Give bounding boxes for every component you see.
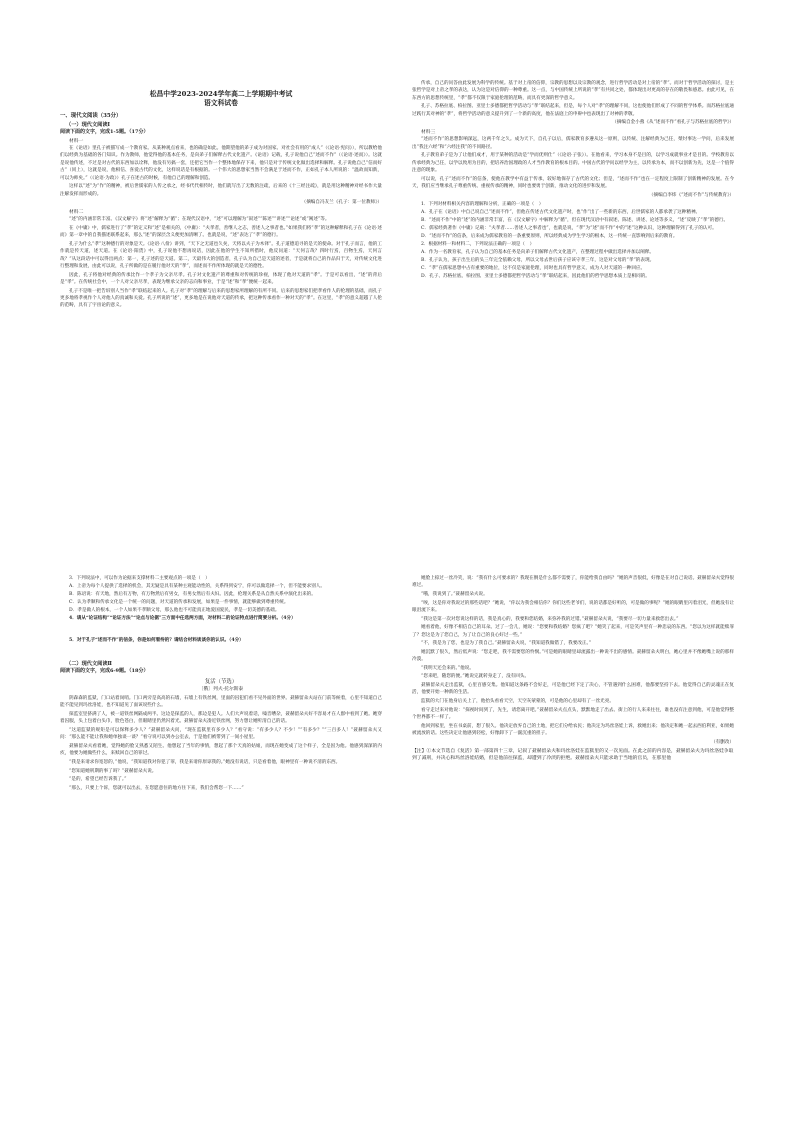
option-a: A．孔子在《论语》中自己说自己“述而不作”，但他在传述古代文化遗产时，也“作”出了一些新的东西，后世儒家的人都承袭了这种精神。 <box>421 210 701 216</box>
paragraph: 监狱的大门在他身后关上了，他抬头看看天空，天空灰蒙蒙的，可是他的心里却有了一丝光亮。 <box>421 698 614 704</box>
story-text-right <box>412 575 734 737</box>
bottom-left-column <box>60 575 382 793</box>
material2-source: （摘编自金小燕《从“述而不作”看孔子与苏格拉底的哲学》） <box>612 120 734 126</box>
option-d: D．孝是做人的根本，一个人如果不孝顺父母，那么他也不可能真正地爱国爱民，孝是一切美德的基础。 <box>69 608 280 613</box>
option-b: B．“述而不作”中的“述”的内涵非常丰富，在《汉文解字》中解释为“循”，但在现代汉语中有叙述、陈述、讲述、论述等多义，“述”反映了“孝”的德行。 <box>421 218 729 224</box>
paragraph: “我是来请求你宽恕的，”他说，“我知道我对你犯了罪，我是来请你原谅我的。”她没有说话，只是看着他，眼神里有一种说不清的东西。 <box>69 760 341 765</box>
top-right-column <box>412 80 734 281</box>
question-1 <box>412 201 734 240</box>
option-c: C．“孝”在儒家思想中占有重要的地位，这不仅是家庭伦理，同时也具有哲学意义，成为人对天道的一种回应。 <box>421 266 646 272</box>
paragraph: “您来吧，随您的便。”她说完就转身走了，没有回头。 <box>421 674 530 680</box>
paragraph: “唉，这是你对我说过的那些话吧？”她说，“你以为我会相信你？你们这些老爷们，说的话都是好听的，可是做的事呢？”她的眼睛里闪着泪光，但她没有让眼泪流下来。 <box>412 600 734 613</box>
question-stem: 2．根据材料一和材料二，下列说法正确的一项是（ ） <box>421 242 535 248</box>
top-left-column <box>60 80 382 311</box>
paragraph: 传承，自己的问答由此发展为科学的传统。基于对上帝的信仰，宗教的思想以及宗教的观念，进行哲学活动是对上帝的“孝”。而对于哲学活动的探讨，是主张哲学是对上帝之孝的表达，认为这是对信仰的一种尊重。这一点，与中国传统上所说的“孝”有共同之处，都体现出对更高的存在的敬畏和感恩。由此可见，在东西方的思想传统里，“孝”都不仅限于家庭伦理的范畴，而具有更深的哲学意义。 <box>412 81 734 101</box>
paragraph: 聂赫留朵夫走出监狱，心里百感交集。他知道这条路不会好走，可是他已经下定了决心，不管遇到什么困难，他都要坚持下去。他觉得自己的灵魂正在复活，他要开始一种新的生活。 <box>412 682 734 696</box>
material3-text <box>412 136 734 190</box>
option-d: D．“述而不作”的信条，后来成为儒家教育的一条重要原则，所以经典成为学生学习的根本，这一传统一直影响到后来的教育。 <box>421 234 678 240</box>
section1-sub1: （一）现代文阅读Ⅰ <box>66 122 110 128</box>
paragraph: “哦，我说到了。”聂赫留朵夫说。 <box>421 592 488 597</box>
paragraph: “述”的内涵非常丰富。《汉文解字》将“述”解释为“循”；在现代汉语中，“述”可以理解为“叙述”“陈述”“讲述”“论述”或“阐述”等。 <box>69 217 330 223</box>
question-2 <box>412 241 734 280</box>
option-a: A．上帝为每个人提供了选择的机会，其无疑是具有某种主观能动性的，关系得到安宁，你可以做选择一个，但不能要求别人。 <box>69 584 325 589</box>
paragraph: 因此，孔子将他对经典的传承比作一个孝子为父亲尽孝。孔子对文化遗产的尊重和对传统的珍视，体现了他对天道的“孝”。于是可以看出，“述”的背后是“孝”。在传统社会中，一个人对父亲尽孝，表现为继承父亲的志向和事业，于是“述”和“孝”便统一起来。 <box>60 272 382 285</box>
paragraph: 她沉默了很久，然后低声说：“您走吧，我不需要您的怜悯。”可是她的眼睛里却流露出一种说不出的感情。聂赫留朵夫明白，她心里并不像她嘴上说的那样冷漠。 <box>412 649 734 663</box>
material3-label: 材料三 <box>421 129 436 135</box>
paragraph: 探监室里挤满了人，被一道铁丝网隔成两半。这边是探监的人，那边是犯人。人们大声说着话，嗓音嘈杂，聂赫留朵夫好不容易才在人群中看到了她。她穿着囚服，头上包着白头巾，脸色苍白，但眼睛里仍然闪着光。聂赫留朵夫凑近铁丝网，努力想让她听清自己的话。 <box>60 712 382 725</box>
paragraph: 在《中庸》中，儒家进行了“孝”的定义和“述”是相关的，《中庸》：“夫孝者，善继人之志，善述人之事者也。”如果我们将“孝”的这种解释和孔子在《论语·述而》第一章中的自我描述联系起来，那么“述”的深层含义便更加清晰了。也就是说，“述”表达了“孝”的德行。 <box>60 225 382 239</box>
material2-label: 材料二 <box>69 209 84 215</box>
paragraph: 孔子、苏格拉底、柏拉图、亚里士多德都把哲学活动与“孝”联结起来，但是，每个人对“孝”的理解不同，这也使他们形成了不同的哲学体系。而苏格拉底通过践行其对神的“孝”，将哲学活动的意义提升到了一个新的高度，他在法庭上的申辩中也表现出了对神的孝敬。 <box>412 104 734 117</box>
paragraph: 她脸上掠过一丝冷笑，说：“我有什么可要求的？我现在倒是什么都不需要了，你能给我自由吗？”她的声音很低，好像是在对自己说话。聂赫留朵夫觉得很难过。 <box>412 576 734 589</box>
exam-title: 松昌中学2023-2024学年高二上学期期中考试 <box>149 90 293 98</box>
paragraph: “这道监狱的规矩是可以保释多少人？”聂赫留朵夫问，“现在监狱里有多少人？”看守说：“有多少人？不少！”“有多少？”“三百多人！”聂赫留朵夫又问：“那么能不能让我和她单独谈一谈？”看守说可以到办公室去，于是他们被带到了一间小屋里。 <box>60 728 382 741</box>
section2-instruction: 阅读下面的文字，完成6-9题。（18分） <box>60 668 149 674</box>
paragraph: “是的，希望已经告诉我了。” <box>69 777 127 783</box>
section1-heading: 一、现代文阅读（35分） <box>60 113 122 119</box>
story-text-left <box>60 695 382 792</box>
section1-instruction: 阅读下面的文字，完成1-5题。（17分） <box>60 129 149 135</box>
paragraph: “您知道她刑期的事了吗？”聂赫留朵夫说。 <box>69 768 157 774</box>
material2-text <box>60 216 382 310</box>
footnote: 【注】①本文节选自《复活》第一部第四十三章，记叙了聂赫留朵夫和玛丝洛娃在监狱里的又一次见面。在此之前的内容是，聂赫留朵夫为玛丝洛娃争取到了减刑，并决心和玛丝洛娃结婚，但是他前往探监，却遭到了冷淡的拒绝。聂赫留朵夫只能求助于当地的官员，在那里他 <box>412 748 734 762</box>
material1-label: 材料一 <box>69 138 84 144</box>
option-b: B．孔子认为，孩子出生后的头三年完全依赖父母，所以父母去世后孩子应该守孝三年，这是对父母的“孝”的表现。 <box>421 258 655 264</box>
option-c: C．儒家经典著作《中庸》记载：“夫孝者……善述人之事者也”，也就是说，“孝”为“述”而不作”中的“述”这种认识，这种理解得到了孔子的认可。 <box>421 226 717 232</box>
section1-sub2: （二）现代文阅读Ⅱ <box>66 661 112 667</box>
option-c: C．认为孝顺和传承文化是一个统一的问题，对天道的传承和发展，如果是一件事情，就能够做到尊重传统。 <box>69 600 289 605</box>
question-4: 4．请从“论证结构”“论证方法”“论点与论据”三方面中任选两方面，对材料二的论证特点进行简要分析。（4分） <box>69 616 296 621</box>
paragraph: 阴森森的监狱，门口站着岗哨。门口两旁是高高的石墙，石墙上有铁丝网，里面的囚犯们看不见外面的世界。聂赫留朵夫站在门前等候着，心里不知道自己能不能见到玛丝洛娃，也不知道见了面该说些什么。 <box>60 696 382 709</box>
option-b: B．陈语说：有天地，然后有万物，有万物然后有男女，有男女然后有夫妇。因此，伦理关系是从自然关系中演化出来的。 <box>69 592 316 597</box>
paragraph: “不，我是为了您，也是为了我自己。”聂赫留朵夫说，“我知道我做错了，我要改正。” <box>421 641 592 647</box>
answer-space <box>60 645 382 659</box>
answer-space <box>60 623 382 637</box>
paragraph: 她看着他，好像不相信自己的耳朵。过了一会儿，她说：“您要和我结婚？您疯了吧？”她笑了起来，可是笑声里有一种悲哀的东西。“您以为这样就能赎罪了？您这是为了您自己，为了让自己的良心好过一些。” <box>412 625 734 638</box>
option-d: D．孔子、苏格拉底、柏拉图、亚里士多德都把哲学活动与“孝”联结起来，因此他们的哲学思想本质上是相同的。 <box>421 274 650 280</box>
question-5: 5．对于孔子“述而不作”的信条，你是如何看待的？请结合材料谈谈你的认识。（4分） <box>69 638 244 643</box>
bottom-sheet <box>60 575 734 1055</box>
material2-continued <box>412 80 734 118</box>
paragraph: 孔子教育弟子是为了让他们成才，用于某种的活动是“学而优则仕”（《论语·子张》）。在他看来，学习本身不是目的，以学习成就事业才是目的。学校教育以传承经典为己任，以学以致用为目的，把培养治国理政的人才当作教育的根本目的。中国古代的学问以经学为主，以传承为本，而不以创新为先，这是一个值得注意的现象。 <box>412 153 734 174</box>
paragraph: “那么，只要上个诉，您就可以出去，在您愿意住的地方住下来，我们会帮您一下……” <box>69 785 244 791</box>
option-a: A．作为一名教育家，孔子认为自己的基本任务是向弟子们解释古代文化遗产，在整理过程中做出选择并加以阐释。 <box>421 250 655 256</box>
question-stem: 3．下列说法中，可以作为论据来支撑材料二主要观点的一项是（ ） <box>69 576 210 581</box>
paragraph: 聂赫留朵夫看着她，觉得她的脸又熟悉又陌生。他想起了当年的事情，想起了那个天真的姑娘，而现在她变成了这个样子，全是因为他。他感到深深的内疚，他要为她做些什么，来赎回自己的罪过。 <box>60 744 382 757</box>
paragraph: 这样以“述”为“作”的精神，被后世儒家的人传之承之，经书代代相传时，他们就写出了无数的注疏，后来的《十三经注疏》，就是用这种精神对经书作大量注解发挥而形成的。 <box>60 184 382 197</box>
paragraph: “述而不作”的思想影响深远，这两千年之久。成为天下，自孔子以后，儒家教育多遵从这一原则，以传统、注解经典为己任，桀纣事达一学问，后来发展出“我注六经”和“六经注我”的不同路径。 <box>412 137 734 150</box>
paragraph: 可以说，孔子“述而不作”的信条，使他在教学中有益于传承，较好地保存了古代的文化；但是，“述而不作”也在一定程度上限制了创新精神的发展。在今天，我们应当继承孔子尊重传统、重视传承的精神，同时也要勇于创新，推动文化的进步和发展。 <box>412 176 734 190</box>
story-omitted-note: （有删改） <box>711 739 734 745</box>
bottom-right-column <box>412 575 734 763</box>
paragraph: 孔子不是唯一把告诉别人当作“孝”联结起来的人。孔子对“孝”的理解与后来的思想家所理解的有所不同。后来的思想家们把孝看作人的伦理的基础，而孔子更多地将孝视作个人对他人的真诚和关爱。孔子所说的“述”，更多地是在说他对天道的传承，把这种传承看作一种对天的“孝”。在这里，“孝”的意义超越了人伦的范畴，具有了宇宙论的意义。 <box>60 288 382 309</box>
material1-source: （摘编自冯友兰《孔子：第一位教师》） <box>301 200 382 206</box>
paragraph: 看守走过来对他说：“探视时间到了，先生，请您离开吧。”聂赫留朵夫点点头，默默地走了出去。街上的行人来来往往，谁也没有注意到他，可是他觉得整个世界都不一样了。 <box>412 707 734 720</box>
top-sheet <box>60 80 734 540</box>
paragraph: 在《论语》里孔子被描写成一个教育家。从某种观点看来，也的确是如此。他期望他的弟子成为对国家、对社会有用的“成人”（《论语·宪问》），所以教给他们以经典为基础的各门知识。作为教师，他觉得他的基本任务，是向弟子们解释古代文化遗产。《论语》记载，孔子说他自己“述而不作”（《论语·述而》）。这就是说他传述，不过是对古代的东西加以诠释，他没有另搞一套，还把它当作一个整体地保存下来，他只是对于传统文化做出选择和解释。孔子说他自己“信而好古”（同上），这就是说，他相信、喜爱古代的文化，这样说话是有根据的。一个伟大的思想家当然不会满足于述而不作，正如孔子本人所说的：“温故而知新，可以为师矣。”（《论语·为政》）孔子在述古的时候，有他自己的理解和创造。 <box>60 146 382 181</box>
question-stem: 1．下列对材料相关内容的理解和分析，正确的一项是（ ） <box>421 202 544 208</box>
question-3 <box>60 575 382 614</box>
story-author: 〔俄〕列夫·托尔斯泰 <box>198 686 244 692</box>
paragraph: 孔子为什么“孝”这种德行的对象是天。《论语·八佾》讲到，“天下之无道也久矣，天将以夫子为木铎”。孔子道德追寻的是天的使命。对于孔子而言，他的工作就是传天道，述天道。在《论语·阳货》中，孔子说他不想再说话，因此在他的学生不知所措时，他反问道：“天何言哉？四时行焉，百物生焉，天何言哉？”从这段话中可以得出两点：第一，孔子述的是天道。第二，天最伟大的创造者，孔子认为自己是天道的述者，于是就将自己的作品归于天，对传统文化进行整理和发展，由此可以说，孔子所做的是在履行他对天的“孝”，而述而不作所体现的就是天的德性。 <box>60 241 382 269</box>
paragraph: 他回到家里，坐在书桌前，想了很久。他决定放弃自己的土地，把它们分给农民；他决定为玛丝洛娃上诉，救她出来；他决定和她一起去西伯利亚，如果她被流放的话。这些决定让他感到轻松，好像卸下了一副沉重的担子。 <box>412 723 734 736</box>
story-title: 复活（节选） <box>204 678 238 685</box>
paragraph: “我明天还会来的。”他说。 <box>421 665 474 671</box>
exam-subtitle: 语文科试卷 <box>204 99 238 107</box>
material1-text <box>60 145 382 198</box>
paragraph: “我这是第一次对您说这样的话，我是真心的，我要和您结婚，来弥补我的过错。”聂赫留朵夫说，“我要尽一切力量来救您出去。” <box>421 616 679 622</box>
material3-source: （摘编自李炜《“述而不作”与传统教育》） <box>648 192 734 198</box>
